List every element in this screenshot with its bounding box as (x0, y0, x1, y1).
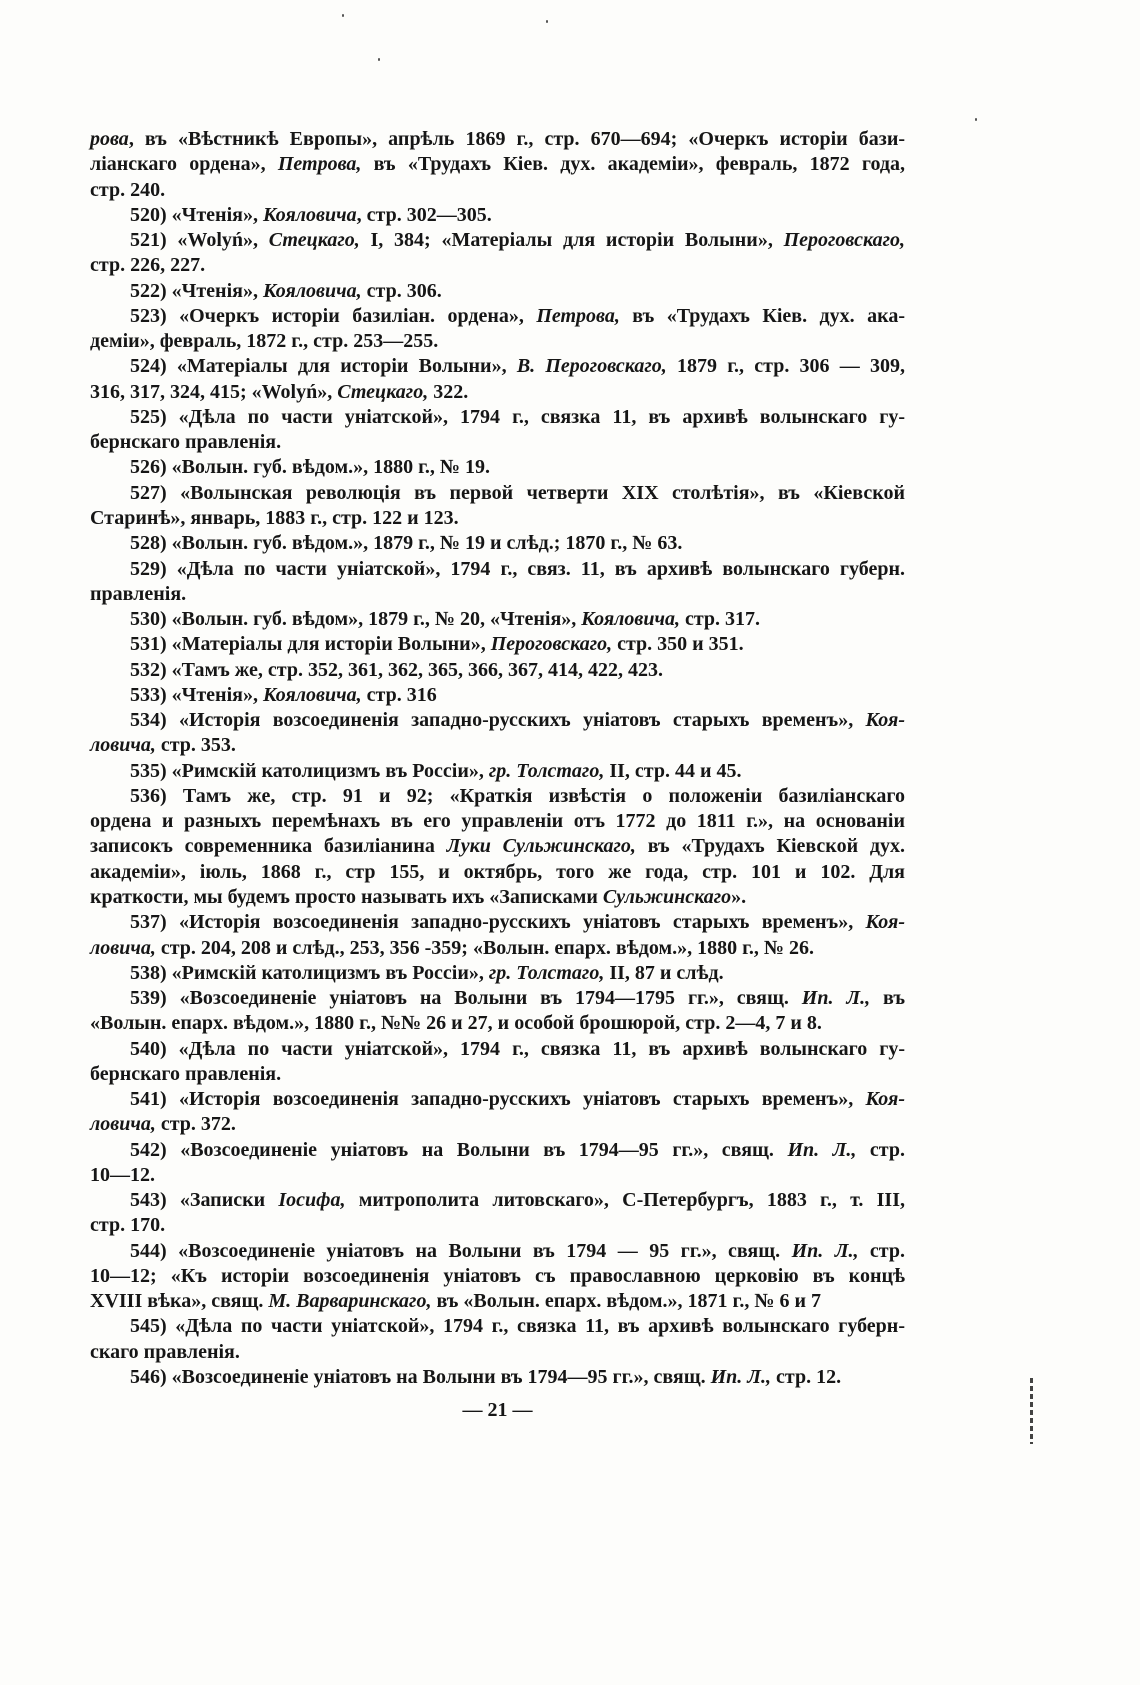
text-run: 546) «Возсоединеніе уніатовъ на Волыни въ 1794—95 гг.», свящ. (130, 1366, 711, 1389)
text-run: 525) «Дѣла по части уніатской», 1794 г., связка 11, въ архивѣ волынскаго гу- (130, 405, 905, 428)
text-run: стр. 317. (679, 608, 761, 631)
footnote (90, 354, 905, 405)
text-line (90, 834, 905, 859)
italic-text-run: Ип. Л., (801, 987, 871, 1010)
text-line (90, 304, 905, 329)
text-run: стр. 306. (361, 279, 442, 302)
text-line (90, 279, 905, 304)
italic-text-run: Кояловича, (262, 683, 362, 706)
text-line (90, 1340, 905, 1365)
italic-text-run: Петрова, (536, 304, 620, 327)
text-run: стр. 240. (90, 178, 166, 201)
italic-text-run: Кояловича, (262, 279, 362, 302)
text-line (90, 733, 905, 758)
text-line (90, 1314, 905, 1339)
text-run: въ «Трудахъ Кіев. дух. ака- (619, 304, 905, 327)
text-line (90, 1365, 905, 1390)
text-line (90, 531, 905, 556)
text-line (90, 1289, 905, 1314)
italic-text-run: Стецкаго, (337, 380, 429, 403)
text-line (90, 481, 905, 506)
text-line (90, 178, 905, 203)
text-line (90, 860, 905, 885)
text-run: 1879 г., стр. 306 — 309, (666, 355, 905, 378)
text-run: 536) Тамъ же, стр. 91 и 92; «Краткія извѣстія о положеніи базиліанскаго (130, 784, 905, 807)
text-run: 544) «Возсоединеніе уніатовъ на Волыни въ 1794 — 95 гг.», свящ. (130, 1239, 792, 1262)
italic-text-run: Іосифа, (278, 1189, 346, 1212)
footnote (90, 784, 905, 910)
text-run: 541) «Исторія возсоединенія западно-русскихъ уніатовъ старыхъ временъ», (130, 1088, 866, 1111)
italic-text-run: М. Варваринскаго, (268, 1290, 432, 1313)
text-run: 528) «Волын. губ. вѣдом.», 1879 г., № 19 и слѣд.; 1870 г., № 63. (130, 532, 683, 555)
text-run: 524) «Матеріалы для исторіи Волыни», (130, 355, 517, 378)
text-run: правленія. (90, 582, 187, 605)
page-number: — 21 — (462, 1399, 533, 1421)
text-line (90, 557, 905, 582)
text-run: 520) «Чтенія», (130, 203, 263, 226)
footnote (90, 481, 905, 532)
footnote (90, 1188, 905, 1239)
text-run: ордена и разныхъ перемѣнахъ въ его управленіи отъ 1772 до 1811 г.», на основаніи (90, 810, 905, 833)
text-run: 532) «Тамъ же, стр. 352, 361, 362, 365, 366, 367, 414, 422, 423. (130, 658, 663, 681)
text-line (90, 430, 905, 455)
text-run: ». (731, 885, 747, 908)
footnotes-text-block (90, 127, 905, 1390)
italic-text-run: Коя- (865, 1088, 905, 1111)
italic-text-run: Луки Сульжинскаго, (446, 835, 636, 858)
italic-text-run: ловича, (90, 734, 156, 757)
text-run: стр. 353. (155, 734, 236, 757)
footnote (90, 279, 905, 304)
footnote (90, 658, 905, 683)
text-line (90, 1138, 905, 1163)
text-line (90, 986, 905, 1011)
italic-text-run: В. Пероговскаго, (516, 355, 667, 378)
text-run: 543) «Записки (130, 1189, 279, 1212)
text-line (90, 809, 905, 834)
italic-text-run: Ип. Л., (791, 1239, 859, 1262)
text-run: ліанскаго ордена», (90, 153, 278, 176)
text-run: въ «Трудахъ Кіев. дух. академіи», февраль, 1872 года, (361, 153, 906, 176)
footnote (90, 531, 905, 556)
italic-text-run: Кояловича (262, 203, 357, 226)
italic-text-run: Сульжинскаго (602, 885, 732, 908)
text-run: 534) «Исторія возсоединенія западно-русскихъ уніатовъ старыхъ временъ», (130, 709, 866, 732)
text-run: въ «Трудахъ Кіевской дух. (635, 835, 905, 858)
text-line (90, 455, 905, 480)
footnote (90, 203, 905, 228)
text-run: 522) «Чтенія», (130, 279, 263, 302)
footnote (90, 1239, 905, 1315)
text-run: 523) «Очеркъ исторіи базиліан. ордена», (130, 304, 537, 327)
italic-text-run: гр. Толстаго, (488, 759, 605, 782)
footnote (90, 557, 905, 608)
text-line (90, 683, 905, 708)
italic-text-run: Коя- (865, 709, 905, 732)
text-line (90, 228, 905, 253)
italic-text-run: ловича, (90, 936, 156, 959)
footnote (90, 607, 905, 632)
text-line (90, 1112, 905, 1137)
footnote (90, 405, 905, 456)
text-line (90, 582, 905, 607)
text-run: II, стр. 44 и 45. (604, 759, 742, 782)
text-line (90, 127, 905, 152)
text-run: въ (870, 987, 905, 1010)
text-line (90, 708, 905, 733)
footnote (90, 1314, 905, 1365)
text-run: стр. (858, 1239, 905, 1262)
text-run: стр. 316 (361, 683, 437, 706)
text-run: стр. 12. (771, 1366, 842, 1389)
text-run: 531) «Матеріалы для исторіи Волыни», (130, 633, 491, 656)
text-run: 539) «Возсоединеніе уніатовъ на Волыни въ 1794—1795 гг.», свящ. (130, 987, 802, 1010)
italic-text-run: Петрова, (277, 153, 362, 176)
footnote (90, 708, 905, 759)
text-line (90, 910, 905, 935)
text-run: 526) «Волын. губ. вѣдом.», 1880 г., № 19. (130, 456, 490, 479)
footnote (90, 683, 905, 708)
text-run: «Волын. епарх. вѣдом.», 1880 г., №№ 26 и 27, и особой брошюрой, стр. 2—4, 7 и 8. (90, 1012, 822, 1035)
text-run: , стр. 302—305. (356, 203, 492, 226)
footnote (90, 632, 905, 657)
text-line (90, 1163, 905, 1188)
text-run: записокъ современника базиліанина (90, 835, 447, 858)
footnote (90, 759, 905, 784)
italic-text-run: Ип. Л., (710, 1366, 771, 1389)
text-run: въ «Волын. епарх. вѣдом.», 1871 г., № 6 и 7 (431, 1290, 821, 1313)
text-line (90, 1062, 905, 1087)
italic-text-run: гр. Толстаго, (488, 961, 605, 984)
scan-speck (975, 118, 977, 121)
text-line (90, 1011, 905, 1036)
text-run: стр. 372. (155, 1113, 236, 1136)
italic-text-run: Ип. Л., (787, 1138, 857, 1161)
text-line (90, 329, 905, 354)
footnote (90, 1365, 905, 1390)
text-run: 10—12. (90, 1163, 155, 1186)
footnote (90, 910, 905, 961)
scan-edge-mark (1030, 1378, 1033, 1444)
text-run: XVIII вѣка», свящ. (90, 1290, 269, 1313)
text-line (90, 784, 905, 809)
text-run: стр. 226, 227. (90, 254, 206, 277)
text-run: 545) «Дѣла по части уніатской», 1794 г., связка 11, въ архивѣ волынскаго губерн- (130, 1315, 905, 1338)
text-run: деміи», февраль, 1872 г., стр. 253—255. (90, 330, 439, 353)
text-run: краткости, мы будемъ просто называть ихъ «Записками (90, 885, 603, 908)
text-run: I, 384; «Матеріалы для исторіи Волыни», (359, 229, 784, 252)
text-line (90, 885, 905, 910)
footnote (90, 986, 905, 1037)
text-run: Старинѣ», январь, 1883 г., стр. 122 и 123. (90, 506, 459, 529)
text-line (90, 936, 905, 961)
text-run: бернскаго правленія. (90, 1062, 282, 1085)
text-run: , въ «Вѣстникѣ Европы», апрѣль 1869 г., стр. 670—694; «Очеркъ исторіи бази- (128, 128, 905, 150)
text-line (90, 253, 905, 278)
text-line (90, 152, 905, 177)
text-run: 542) «Возсоединеніе уніатовъ на Волыни въ 1794—95 гг.», свящ. (130, 1138, 788, 1161)
text-line (90, 405, 905, 430)
text-line (90, 1037, 905, 1062)
text-line (90, 380, 905, 405)
text-run: митрополита литовскаго», С-Петербургъ, 1883 г., т. III, (345, 1189, 905, 1212)
text-line (90, 1239, 905, 1264)
text-line (90, 1264, 905, 1289)
italic-text-run: Пероговскаго, (783, 229, 905, 252)
text-run: стр. 170. (90, 1214, 166, 1237)
italic-text-run: Пероговскаго, (490, 633, 613, 656)
text-run: академіи», іюль, 1868 г., стр 155, и октябрь, того же года, стр. 101 и 102. Для (90, 860, 905, 883)
text-run: 540) «Дѣла по части уніатской», 1794 г., связка 11, въ архивѣ волынскаго гу- (130, 1037, 905, 1060)
text-run: 533) «Чтенія», (130, 683, 263, 706)
footnote (90, 1037, 905, 1088)
footnote (90, 1138, 905, 1189)
text-line (90, 1087, 905, 1112)
text-run: стр. (856, 1138, 905, 1161)
italic-text-run: ловича, (90, 1113, 156, 1136)
text-line (90, 1213, 905, 1238)
footnote (90, 228, 905, 279)
text-run: 529) «Дѣла по части уніатской», 1794 г., связ. 11, въ архивѣ волынскаго губерн. (130, 557, 905, 580)
text-line (90, 354, 905, 379)
italic-text-run: Стецкаго, (268, 229, 360, 252)
text-line (90, 658, 905, 683)
text-run: II, 87 и слѣд. (604, 961, 724, 984)
text-run: 316, 317, 324, 415; «Wolyń», (90, 380, 338, 403)
italic-text-run: Коя- (865, 911, 905, 934)
text-line (90, 1188, 905, 1213)
text-line (90, 607, 905, 632)
text-line (90, 203, 905, 228)
scan-speck (378, 58, 380, 61)
text-run: 530) «Волын. губ. вѣдом», 1879 г., № 20, «Чтенія», (130, 608, 582, 631)
footnote (90, 961, 905, 986)
text-run: стр. 204, 208 и слѣд., 253, 356 -359; «Волын. епарх. вѣдом.», 1880 г., № 26. (155, 936, 815, 959)
text-run: 521) «Wolyń», (130, 229, 269, 252)
footnote (90, 1087, 905, 1138)
text-run: 537) «Исторія возсоединенія западно-русскихъ уніатовъ старыхъ временъ», (130, 911, 866, 934)
italic-text-run: рова (90, 128, 129, 150)
footnote (90, 304, 905, 355)
text-run: бернскаго правленія. (90, 431, 282, 454)
text-run: скаго правленія. (90, 1340, 240, 1363)
text-run: 10—12; «Къ исторіи возсоединенія уніатовъ съ православною церковію въ концѣ (90, 1264, 905, 1287)
footnote (90, 455, 905, 480)
continued-footnote (90, 127, 905, 203)
text-run: 527) «Волынская революція въ первой четверти XIX столѣтія», въ «Кіевской (130, 481, 905, 504)
text-line (90, 759, 905, 784)
text-run: 535) «Римскій католицизмъ въ Россіи», (130, 759, 489, 782)
text-run: стр. 350 и 351. (612, 633, 744, 656)
text-run: 538) «Римскій католицизмъ въ Россіи», (130, 961, 489, 984)
scan-speck (342, 14, 344, 17)
text-run: 322. (428, 380, 469, 403)
text-line (90, 632, 905, 657)
scan-speck (546, 20, 548, 23)
text-line (90, 961, 905, 986)
italic-text-run: Кояловича, (581, 608, 680, 631)
text-line (90, 506, 905, 531)
